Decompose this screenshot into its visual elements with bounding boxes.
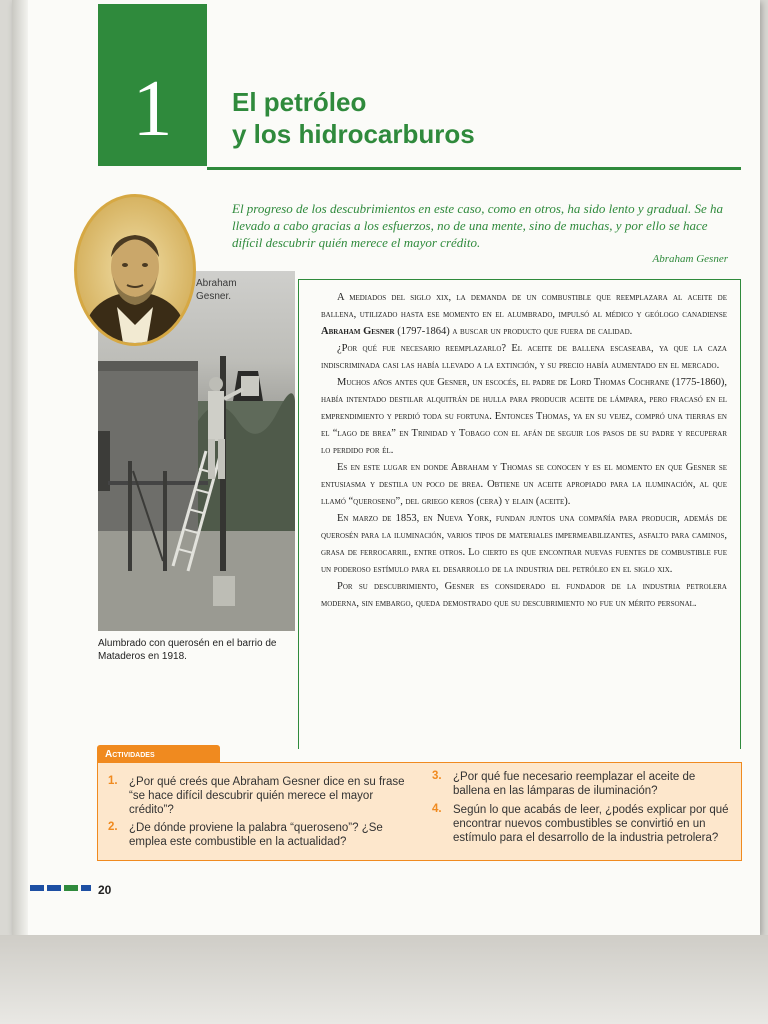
activities-tab: Actividades [97,745,220,762]
activity-1-text: ¿Por qué creés que Abraham Gesner dice en su frase “se hace difícil descubrir quién merece el mayor crédito”? [129,776,405,816]
epigraph-quote: El progreso de los descubrimientos en este caso, como en otros, ha sido lento y gradual. Se ha llevado a cabo gracias a los esfuerzos, no de una mente, sino de muchas, y por ello se hace difícil descubrir quién merece el mayor crédito. [232,201,724,250]
activity-2-text: ¿De dónde proviene la palabra “queroseno”? ¿Se emplea este combustible en la actualidad? [129,822,383,848]
page-bar-segment [64,885,78,891]
text-frame-right [740,279,741,749]
body-paragraph-6: Por su descubrimiento, Gesner es considerado el fundador de la industria petrolera moderna, sin embargo, queda demostrado que su descubrimiento no fue un mérito personal. [321,581,727,609]
activity-4-text: Según lo que acabás de leer, ¿podés explicar por qué encontrar nuevos combustibles se convirtió en un estímulo para el desarrollo de la industria petrolera? [453,804,729,844]
photo-caption: Alumbrado con querosén en el barrio de Mataderos en 1918. [98,638,277,662]
page-number: 20 [98,883,112,897]
page-bar-segment [30,885,44,891]
body-paragraph-5: En marzo de 1853, en Nueva York, fundan juntos una compañía para producir, además de querosén para la iluminación, varios tipos de materiales impermeabilizantes, asfalto para caminos, grasa de ferrocarril, entre otros. Lo cierto es que encontrar nuevas fuentes de combustible fue un poderoso estímulo para el desarrollo de la industria del petróleo en el siglo xix. [321,513,727,575]
chapter-title-line2: y los hidrocarburos [232,119,475,149]
body-paragraph-2: ¿Por qué fue necesario reemplazarlo? El aceite de ballena escaseaba, ya que la caza indiscriminada casi las había llevado a la extinción, y su precio había aumentado en el mercado. [321,343,727,371]
portrait-caption-line2: Gesner. [196,291,232,302]
body-p1-part-a: A mediados del siglo xix, la demanda de un combustible que reemplazara al aceite de ballena, utilizado hasta ese momento en el alumbrado, impulsó al médico y geólogo canadiense [321,292,727,320]
body-text [321,289,727,612]
portrait-caption [196,277,237,303]
activity-3-number: 3. [432,770,442,782]
text-frame-left [298,279,299,749]
activities-box [97,762,742,861]
chapter-title [232,86,475,150]
title-rule [207,167,741,170]
activity-3-text: ¿Por qué fue necesario reemplazar el aceite de ballena en las lámparas de iluminación? [453,771,696,797]
portrait-caption-line1: Abraham [196,278,237,289]
activity-1-number: 1. [108,775,118,787]
gesner-portrait [74,194,196,346]
scan-background [0,935,768,1024]
body-paragraph-4: Es en este lugar en donde Abraham y Thomas se conocen y es el momento en que Gesner se entusiasma y destila un poco de brea. Obtiene un aceite apropiado para la iluminación, al que llamó “queroseno”, del griego keros (cera) y elain (aceite). [321,462,727,507]
body-paragraph-1 [321,289,727,340]
activity-2-number: 2. [108,821,118,833]
chapter-number-box [98,4,207,166]
epigraph-author: Abraham Gesner [652,253,728,265]
portrait-illustration [77,197,193,343]
book-spine-shadow [12,0,28,935]
body-p1-bold-name: Abraham Gesner [321,326,395,337]
page-bar-segment [81,885,91,891]
body-paragraph-3: Muchos años antes que Gesner, un escocés, el padre de Lord Thomas Cochrane (1775-1860), había intentado destilar alquitrán de hulla para producir aceite de lámpara, pero fracasó en el emprendimiento y perdió toda su fortuna. Entonces Thomas, ya en su vejez, compró una tierras en el “lago de brea” en Trinidad y Tobago con el afán de seguir los pasos de su padre y recuperar lo perdido por él. [321,377,727,456]
text-frame-top [298,279,740,280]
chapter-title-line1: El petróleo [232,87,367,117]
activity-4-number: 4. [432,803,442,815]
page-bar-segment [47,885,61,891]
chapter-number: 1 [132,65,173,153]
body-p1-part-b: (1797-1864) a buscar un producto que fuera de calidad. [394,326,633,337]
